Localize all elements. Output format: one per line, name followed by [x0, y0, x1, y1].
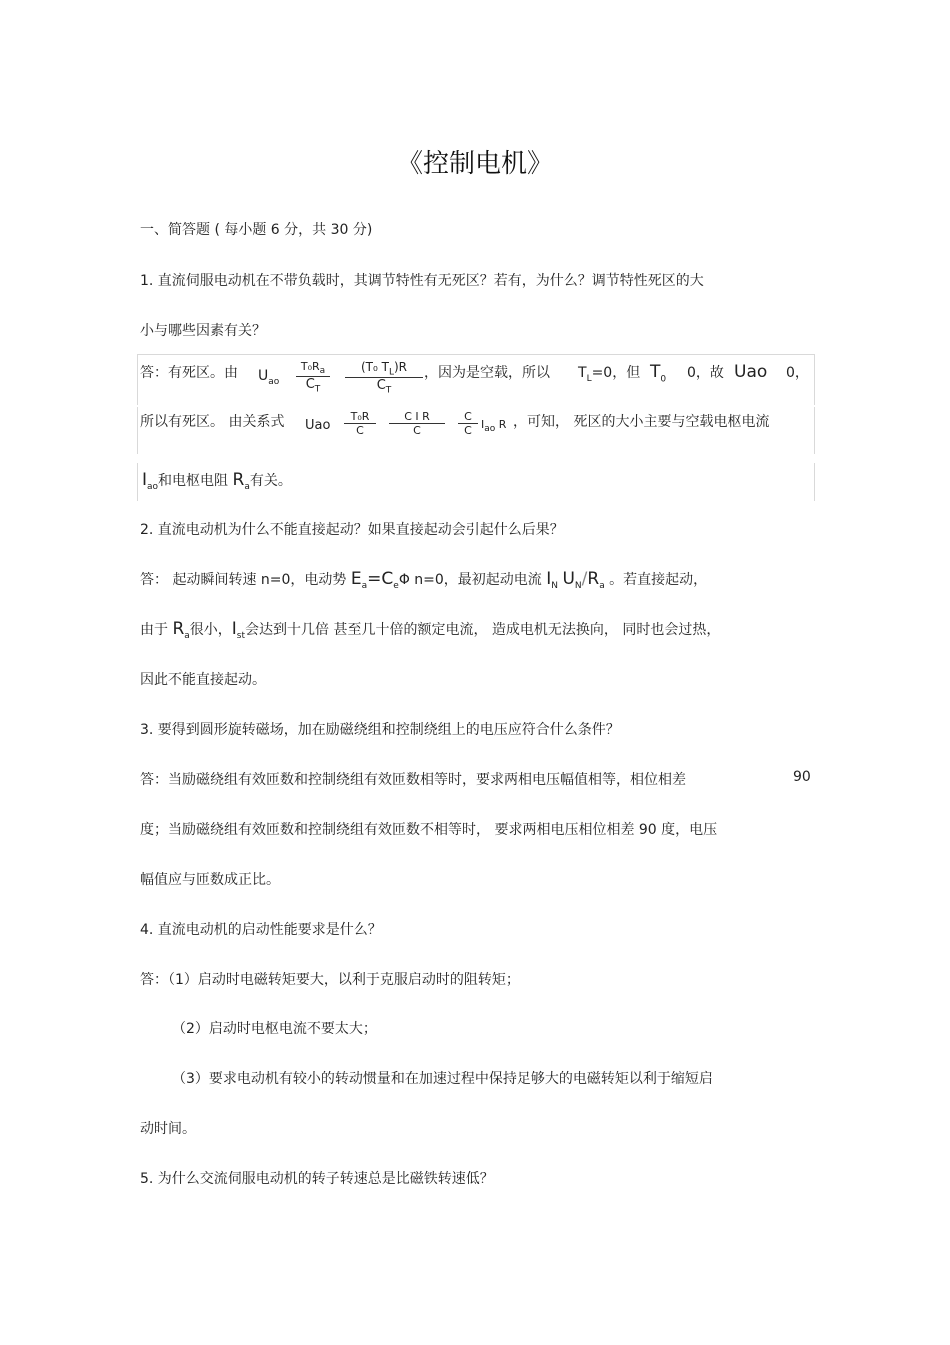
q3-answer-line1: 答：当励磁绕组有效匝数和控制绕组有效匝数相等时，要求两相电压幅值相等，相位相差 [140, 772, 686, 788]
q1-fraction-1: $T_0R_a$ $C_T$ [296, 360, 330, 395]
q1-answer-line2-suffix: ，可知， 死区的大小主要与空载电枢电流 [513, 414, 770, 430]
q2-answer-line2: 由于 $R_a$很小，$I_{st}$会达到十几倍 甚至几十倍的额定电流， 造成电机无法换向， 同时也会过热， [140, 619, 721, 641]
q1-fraction-4: $\frac{\text{C I R}}{C}$ [389, 410, 445, 437]
q1-uao-value: 0， [786, 365, 809, 381]
q1-answer-line3: $I_{ao}$和电枢电阻 $R_a$有关。 [142, 470, 292, 492]
q1-question-line1: 1. 直流伺服电动机在不带负载时，其调节特性有无死区？若有，为什么？调节特性死区的大 [140, 273, 704, 289]
q1-answer-line2-prefix: 所以有死区。 由关系式 [140, 414, 285, 430]
q1-uao-symbol-3: Uao [305, 418, 331, 433]
q3-answer-line1-number: 90 [793, 769, 811, 785]
q1-fraction-3: $\frac{\text{T₀R}}{C}$ [344, 410, 376, 437]
q1-uao-symbol-2: Uao [734, 362, 768, 382]
q2-answer-line3: 因此不能直接起动。 [140, 672, 266, 688]
q4-answer-line2: （2）启动时电枢电流不要太大； [172, 1021, 377, 1037]
q3-answer-line3: 幅值应与匝数成正比。 [140, 872, 280, 888]
q4-question: 4. 直流电动机的启动性能要求是什么？ [140, 922, 382, 938]
q1-answer-prefix: 答：有死区。由 [140, 365, 238, 381]
q5-question: 5. 为什么交流伺服电动机的转子转速总是比磁铁转速低？ [140, 1171, 494, 1187]
q1-t0-value: 0，故 [687, 365, 724, 381]
q1-t0-symbol: $T_0$ [650, 362, 667, 385]
q1-answer-middle: ，因为是空载，所以 [424, 365, 550, 381]
q4-answer-line3: （3）要求电动机有较小的转动惯量和在加速过程中保持足够大的电磁转矩以利于缩短启 [172, 1071, 713, 1087]
q1-fraction-2: $\frac{(T_0 T_L)R}{C_T}$ [345, 360, 423, 396]
q1-tl-condition: $T_L=0$，但 [578, 365, 641, 384]
q1-uao-symbol: $U_{ao}$ [258, 368, 280, 387]
q4-answer-line4: 动时间。 [140, 1121, 196, 1137]
q3-answer-line2: 度；当励磁绕组有效匝数和控制绕组有效匝数不相等时， 要求两相电压相位相差 90 度，电压 [140, 822, 718, 838]
q4-answer-line1: 答：（1）启动时电磁转矩要大，以利于克服启动时的阻转矩； [140, 972, 520, 988]
q3-question: 3. 要得到圆形旋转磁场，加在励磁绕组和控制绕组上的电压应符合什么条件？ [140, 722, 620, 738]
q2-question: 2. 直流电动机为什么不能直接起动？如果直接起动会引起什么后果？ [140, 522, 564, 538]
section-heading: 一、简答题 ( 每小题 6 分，共 30 分) [140, 222, 373, 238]
q1-question-line2: 小与哪些因素有关？ [140, 323, 266, 339]
q2-answer-line1: 答： 起动瞬间转速 n=0，电动势 $E_a=C_e\Phi$ n=0，最初起动电流 $I_N$ $U_N/R_a$ 。若直接起动， [140, 569, 708, 591]
q1-iao-ra-term: $I_{ao}$ R [481, 418, 507, 435]
q1-fraction-5: $\frac{C}{C}$ [458, 410, 478, 437]
document-title: 《控制电机》 [396, 149, 553, 179]
